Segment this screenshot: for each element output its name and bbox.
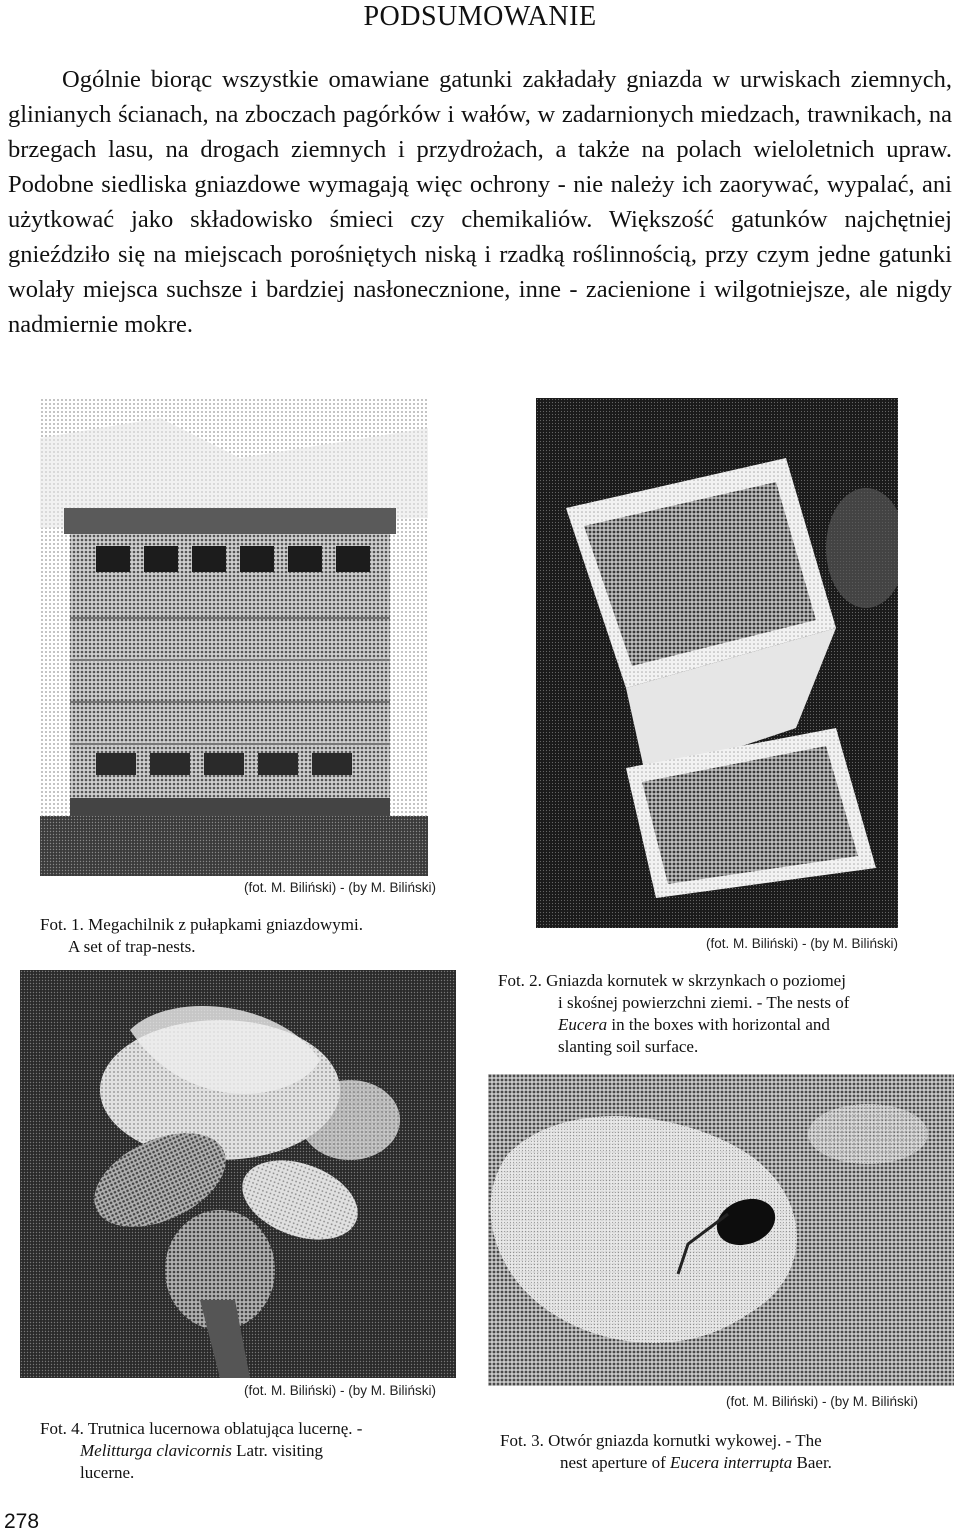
photo3-caption-line2-pre: nest aperture of xyxy=(560,1453,670,1472)
photo4-caption xyxy=(40,1418,362,1484)
photo2-caption-line3 xyxy=(498,1014,849,1036)
photo3-credit: (fot. M. Biliński) - (by M. Biliński) xyxy=(726,1394,919,1409)
photo4-caption-line1: Fot. 4. Trutnica lucernowa oblatująca lucernę. - xyxy=(40,1419,363,1438)
photo2-caption-line4: slanting soil surface. xyxy=(558,1037,699,1056)
photo2-caption-line3-rest: in the boxes with horizontal and xyxy=(607,1015,830,1034)
photo4-caption-line3: lucerne. xyxy=(80,1463,135,1482)
photo-trap-nests xyxy=(40,398,428,876)
summary-paragraph xyxy=(8,62,952,342)
photo-bee-on-lucerne xyxy=(20,970,456,1378)
photo1-caption-line2: A set of trap-nests. xyxy=(68,937,196,956)
photo4-caption-line2-rest: Latr. visiting xyxy=(231,1441,324,1460)
photo3-caption xyxy=(500,1430,832,1474)
photo1-caption-line1: Fot. 1. Megachilnik z pułapkami gniazdowymi. xyxy=(40,915,363,934)
photo2-caption-line2: i skośnej powierzchni ziemi. - The nests of xyxy=(558,993,850,1012)
summary-paragraph-text: Ogólnie biorąc wszystkie omawiane gatunki zakładały gniazda w urwiskach ziemnych, glinianych ścianach, na zboczach pagórków i wałów, w zadarnionych miedzach, trawnikach, na brzegach lasu, na drogach ziemnych i przydrożach, a także na polach wieloletnich upraw. Podobne siedliska gniazdowe wymagają więc ochrony - nie należy ich zaorywać, wypalać, ani użytkować jako składowisko śmieci czy chemikaliów. Większość gatunków najchętniej gnieździło się na miejscach porośniętych niską i rzadką roślinnością, przy czym jedne gatunki wolały miejsca suchsze i bardziej nasłonecznione, inne - zacienione i wilgotniejsze, ale nigdy nadmiernie mokre. xyxy=(8,66,952,338)
photo1-caption xyxy=(40,914,363,958)
photo2-credit: (fot. M. Biliński) - (by M. Biliński) xyxy=(706,936,899,951)
nest-boxes-illustration xyxy=(536,398,898,928)
photo2-caption-taxon: Eucera xyxy=(558,1015,608,1034)
photo-nest-boxes xyxy=(536,398,898,928)
photo3-caption-taxon: Eucera interrupta xyxy=(669,1453,793,1472)
page-title: PODSUMOWANIE xyxy=(363,1,597,32)
page-number: 278 xyxy=(4,1510,40,1533)
photo3-caption-line2 xyxy=(500,1452,832,1474)
nest-aperture-illustration xyxy=(488,1074,954,1386)
photo3-caption-line2-post: Baer. xyxy=(792,1453,832,1472)
photo4-credit: (fot. M. Biliński) - (by M. Biliński) xyxy=(244,1383,437,1398)
trap-nests-illustration xyxy=(40,398,428,876)
photo2-caption-line1: Fot. 2. Gniazda kornutek w skrzynkach o poziomej xyxy=(498,971,846,990)
photo1-credit: (fot. M. Biliński) - (by M. Biliński) xyxy=(244,880,437,895)
photo4-caption-taxon: Melitturga clavicornis xyxy=(80,1441,232,1460)
photo4-caption-line2 xyxy=(40,1440,362,1462)
photo2-caption xyxy=(498,970,849,1058)
photo-nest-aperture xyxy=(488,1074,954,1386)
photo3-caption-line1: Fot. 3. Otwór gniazda kornutki wykowej. - The xyxy=(500,1431,822,1450)
bee-on-lucerne-illustration xyxy=(20,970,456,1378)
